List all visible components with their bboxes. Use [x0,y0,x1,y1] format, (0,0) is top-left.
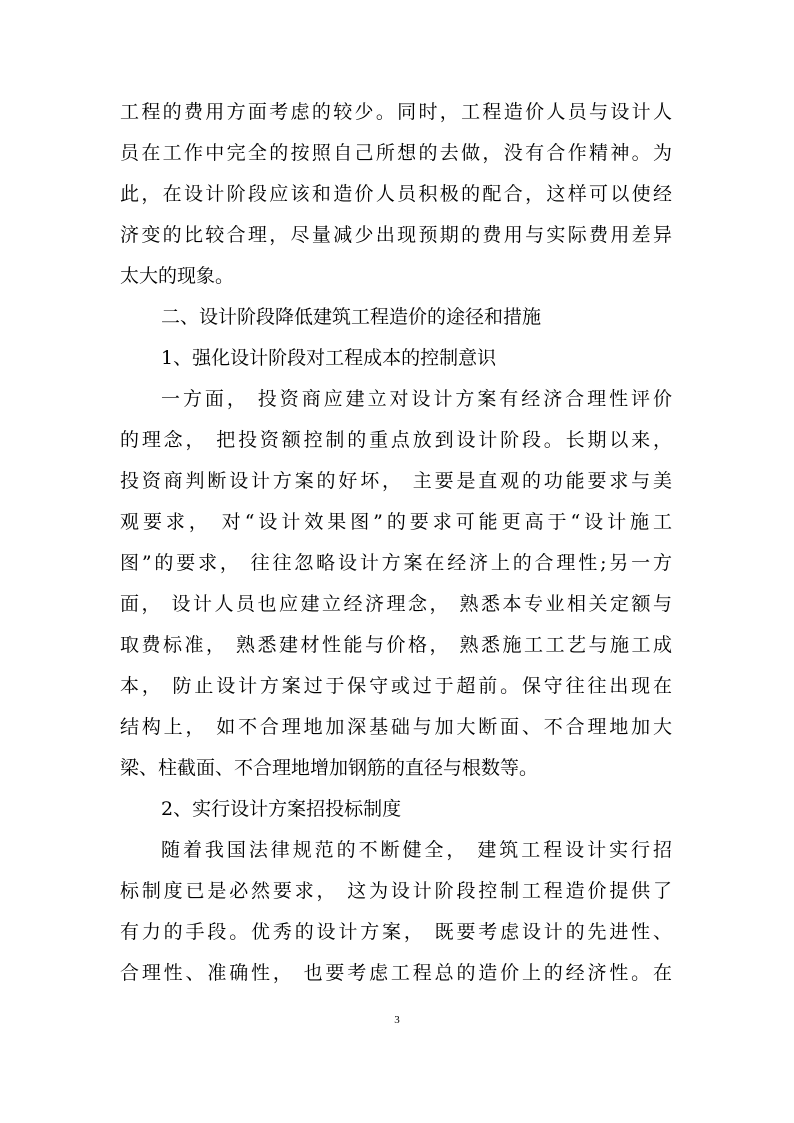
text-line: 梁、柱截面、不合理地增加钢筋的直径与根数等。 [120,757,539,779]
text-line: 随着我国法律规范的不断健全， 建筑工程设计实行招 [161,839,672,861]
text-line: 结构上， 如不合理地加深基础与加大断面、不合理地加大 [120,716,672,738]
text-line: 取费标准， 熟悉建材性能与价格， 熟悉施工工艺与施工成 [120,634,672,656]
text-line: 太大的现象。 [120,265,235,287]
text-line: 面， 设计人员也应建立经济理念， 熟悉本专业相关定额与 [120,593,672,615]
text-line: 图”的要求， 往往忽略设计方案在经济上的合理性;另一方 [120,552,672,574]
text-line: 此，在设计阶段应该和造价人员积极的配合，这样可以使经 [120,183,672,205]
subsection-heading: 2、实行设计方案招投标制度 [161,798,402,820]
text-line: 济变的比较合理，尽量减少出现预期的费用与实际费用差异 [120,224,672,246]
text-line: 工程的费用方面考虑的较少。同时，工程造价人员与设计人 [120,101,672,123]
text-line: 有力的手段。优秀的设计方案， 既要考虑设计的先进性、 [120,921,672,943]
text-line: 标制度已是必然要求， 这为设计阶段控制工程造价提供了 [120,880,672,902]
subsection-heading: 1、强化设计阶段对工程成本的控制意识 [161,347,497,369]
text-line: 观要求， 对“设计效果图”的要求可能更高于“设计施工 [120,511,672,533]
page-number: 3 [394,1014,400,1026]
text-line: 合理性、准确性， 也要考虑工程总的造价上的经济性。在 [120,962,672,984]
text-line: 员在工作中完全的按照自己所想的去做，没有合作精神。为 [120,142,672,164]
text-line: 投资商判断设计方案的好坏， 主要是直观的功能要求与美 [120,470,672,492]
section-heading: 二、设计阶段降低建筑工程造价的途径和措施 [161,306,542,328]
text-line: 一方面， 投资商应建立对设计方案有经济合理性评价 [161,388,672,410]
text-line: 的理念， 把投资额控制的重点放到设计阶段。长期以来， [120,429,672,451]
body-text [120,92,672,994]
text-line: 本， 防止设计方案过于保守或过于超前。保守往往出现在 [120,675,672,697]
